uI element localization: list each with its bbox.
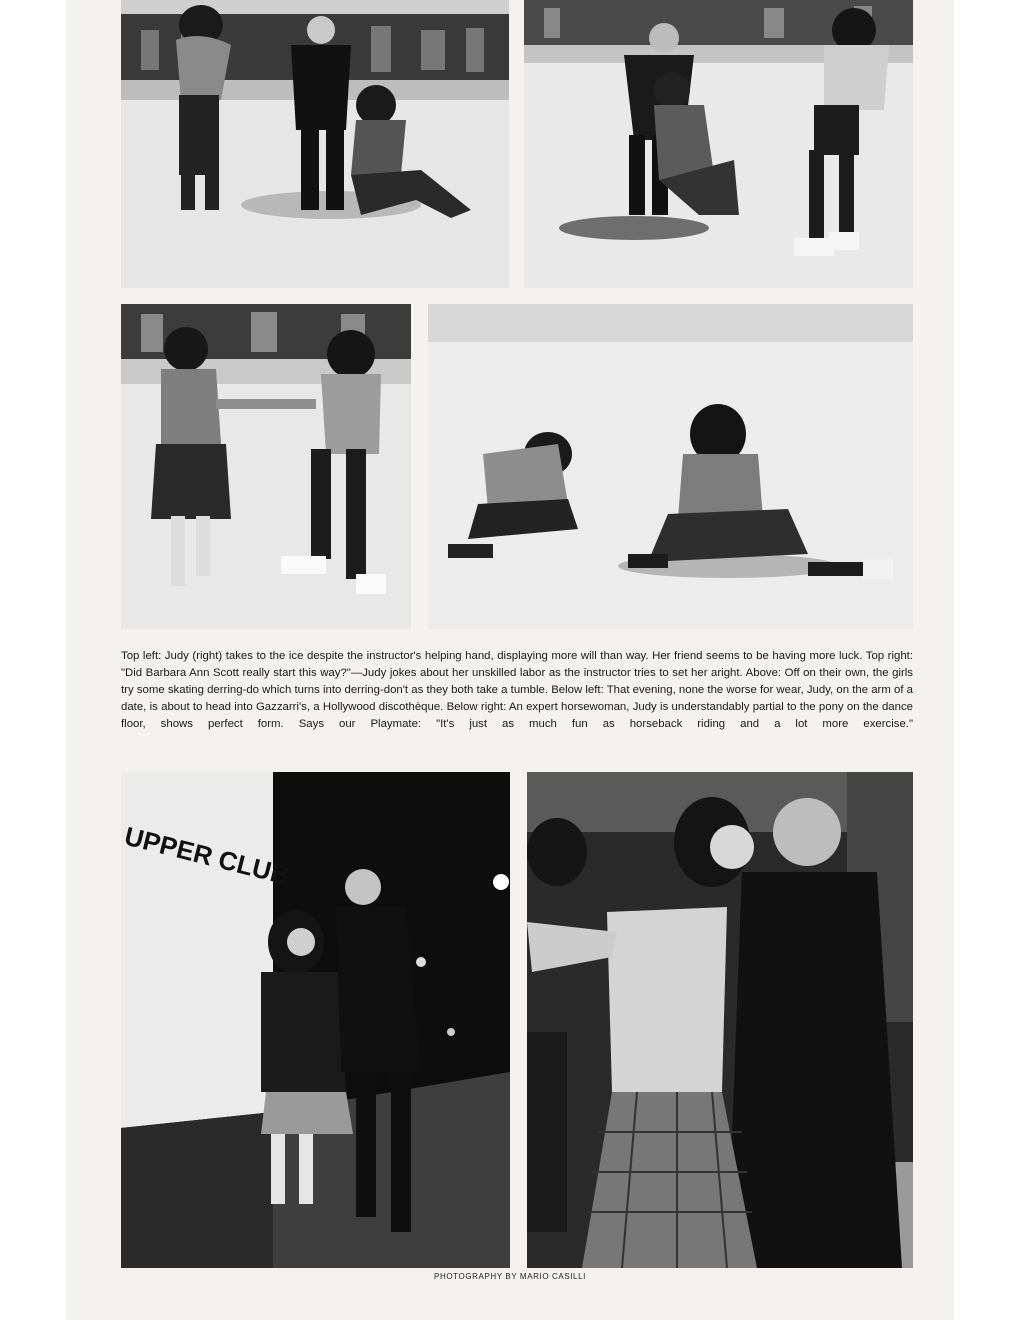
photography-credit: PHOTOGRAPHY BY MARIO CASILLI (434, 1272, 586, 1281)
club-sign: UPPER CLUB (121, 820, 293, 891)
photo-caption: Top left: Judy (right) takes to the ice despite the instructor's helping hand, displaying more will than way. Her friend seems to be having more luck. Top right: "Did Barbara Ann Scott really start this way?"—Judy jokes about her unskilled labor as the instructor tries to set her aright. Above: Off on their own, the girls try some skating derring-do which turns into derring-don't as they both take a tumble. Below left: That evening, none the worse for wear, Judy, on the arm of a date, is about to head into Gazzarri's, a Hollywood discothèque. Below right: An expert horsewoman, Judy is understandably partial to the pony on the dance floor, shows perfect form. Says our Playmate: "It's just as much fun as horseback riding and a lot more exercise." (121, 650, 913, 730)
photo-bottom-left-club-entrance (121, 772, 510, 1268)
photo-middle-left-girls-holding-hands (121, 304, 411, 629)
photo-top-right-instructor-helping (524, 0, 913, 288)
photo-bottom-right-dance-floor (527, 772, 913, 1268)
photo-middle-right-girls-fallen (428, 304, 913, 629)
photo-top-left-skating-instructor (121, 0, 509, 288)
